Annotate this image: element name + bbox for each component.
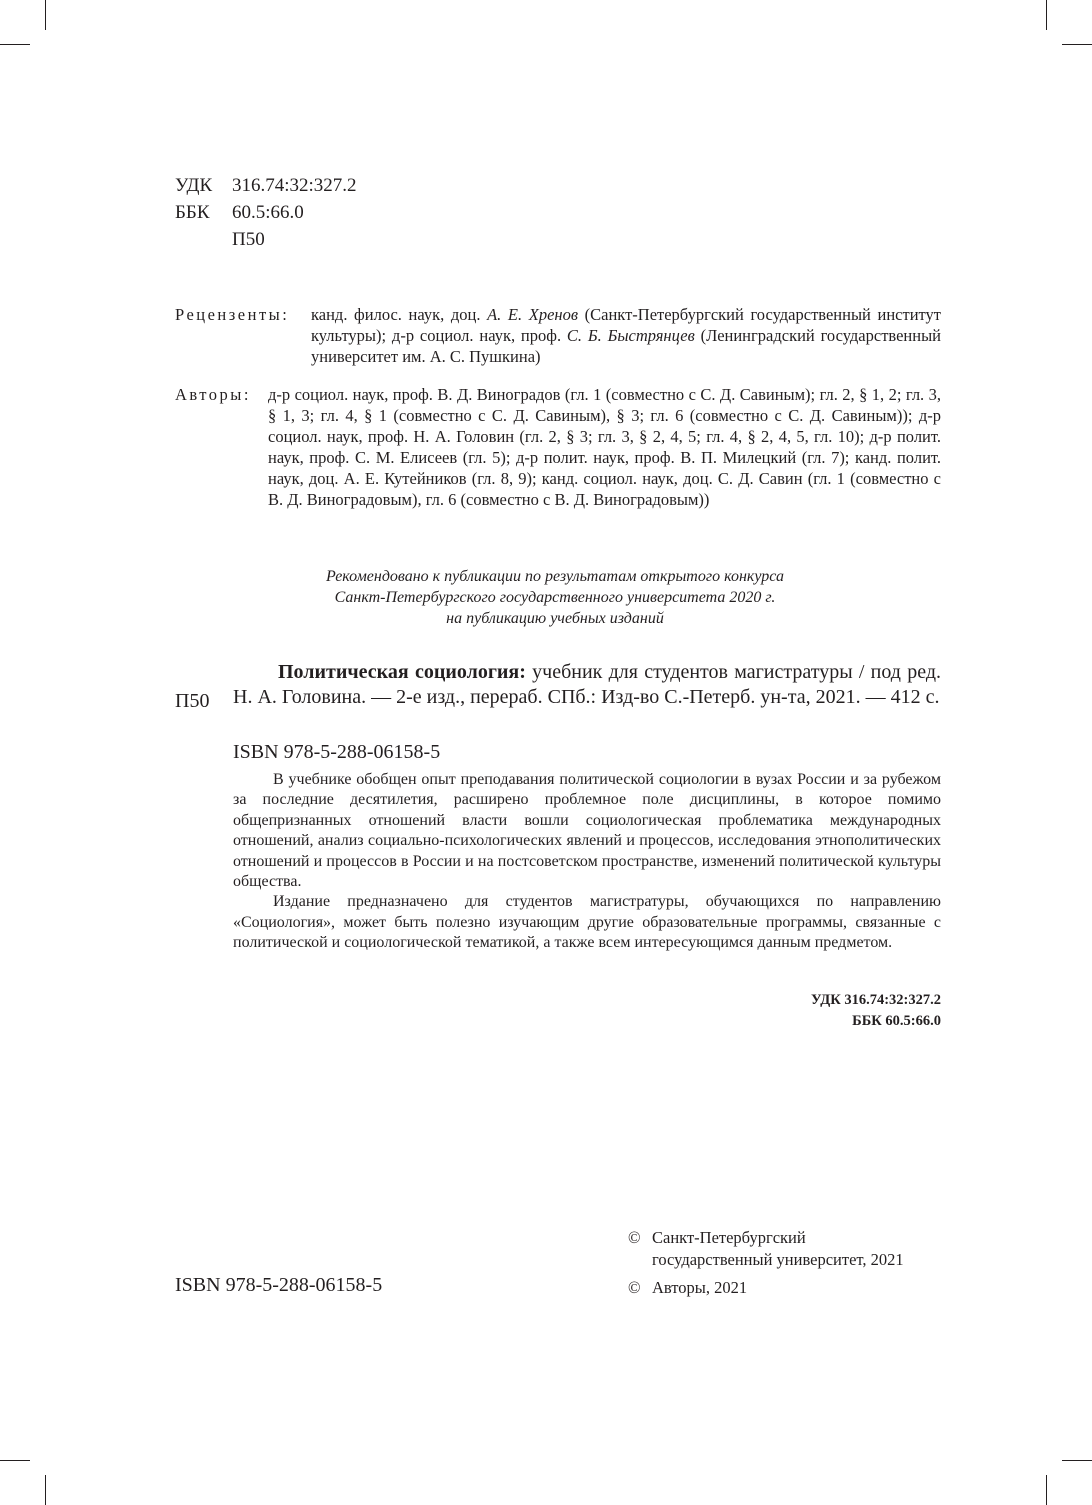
recommendation-line: Санкт-Петербургского государственного университета 2020 г. (334, 589, 776, 606)
authors-block (175, 384, 941, 510)
bibliography-mark: П50 (175, 690, 210, 712)
authors-label: Авторы: (175, 385, 251, 404)
bottom-isbn: ISBN 978-5-288-06158-5 (175, 1274, 383, 1296)
authors-text: д-р социол. наук, проф. В. Д. Виноградов (гл. 1 (совместно с С. Д. Савиным); гл. 2, § 1, 2; гл. 3, § 1, 3; гл. 4, § 1 (совместно с С. Д. Савиным), § 3; гл. 6 (совместно с С. Д. Савиным)); д-р социол. наук, проф. Н. А. Головин (гл. 2, § 3; гл. 3, § 2, 4, 5; гл. 4, § 2, 4, 5, гл. 10); д-р полит. наук, проф. С. М. Елисеев (гл. 5); д-р полит. наук, проф. В. П. Милецкий (гл. 7); канд. полит. наук, доц. А. Е. Кутейников (гл. 8, 9); канд. социол. наук, доц. С. Д. Савин (гл. 1 (совместно с В. Д. Виноградовым), гл. 6 (совместно с В. Д. Виноградовым)) (268, 385, 941, 509)
copyright-symbol: © (628, 1228, 641, 1247)
footer-codes (811, 990, 941, 1032)
crop-mark (1046, 1475, 1047, 1505)
reviewers-block (175, 304, 941, 367)
classification-block (175, 172, 357, 253)
reviewer-name: С. Б. Быстрянцев (566, 326, 695, 345)
book-title: Политическая социология: (278, 661, 526, 683)
crop-mark (1062, 1460, 1092, 1461)
copyright-holder: государственный университет, 2021 (652, 1250, 904, 1269)
reviewers-text-part: (Ленинградский государственный университет им. А. С. Пушкина) (311, 326, 942, 366)
crop-mark (0, 1460, 30, 1461)
annotation-paragraph: Издание предназначено для студентов магистратуры, обучающихся по направлению «Социология», может быть полезно изучающим другие образовательные программы, связанные с политической и социологической тематикой, а также всем интересующимся данным предметом. (233, 893, 941, 952)
bbk-code: 60.5:66.0 (232, 202, 304, 223)
crop-mark (0, 44, 30, 45)
copyright-block (628, 1227, 904, 1299)
udk-label: УДК (175, 175, 213, 196)
bbk-label: ББК (175, 202, 210, 223)
crop-mark (1062, 44, 1092, 45)
copyright-holder: Санкт-Петербургский (652, 1228, 806, 1247)
author-mark: П50 (232, 229, 265, 250)
crop-mark (1046, 0, 1047, 30)
reviewer-name: А. Е. Хренов (487, 305, 578, 324)
reviewers-text-part: канд. филос. наук, доц. (311, 305, 488, 324)
isbn-line: ISBN 978-5-288-06158-5 (233, 741, 441, 763)
copyright-authors: Авторы, 2021 (652, 1278, 748, 1297)
book-description: учебник для студентов магистратуры / под ред. Н. А. Головина. — 2-е изд., перераб. СПб.: Изд-во С.-Петерб. ун-та, 2021. — 412 с. (233, 661, 941, 708)
recommendation (290, 566, 820, 629)
annotation (233, 770, 941, 954)
copyright-symbol: © (628, 1278, 641, 1297)
crop-mark (45, 1475, 46, 1505)
reviewers-label: Рецензенты: (175, 305, 290, 324)
bibliographic-record (233, 660, 941, 710)
footer-udk: УДК 316.74:32:327.2 (811, 992, 941, 1008)
recommendation-line: на публикацию учебных изданий (446, 610, 664, 627)
footer-bbk: ББК 60.5:66.0 (852, 1013, 941, 1029)
crop-mark (45, 0, 46, 30)
annotation-paragraph: В учебнике обобщен опыт преподавания политической социологии в вузах России и за рубежом за последние десятилетия, расширено проблемное поле дисциплины, в которое помимо общепризнанных отношений власти вошли социологическая проблематика международных отношений, анализ социально-психологических явлений и процессов, исследования этнополитических отношений и процессов в России и на постсоветском пространстве, изменений политической культуры общества. (233, 771, 941, 891)
reviewers-text (311, 304, 941, 367)
udk-code: 316.74:32:327.2 (232, 175, 357, 196)
reviewers-text-part: (Санкт-Петербургский государственный институт культуры); д-р социол. наук, проф. (311, 305, 941, 345)
recommendation-line: Рекомендовано к публикации по результатам открытого конкурса (326, 568, 784, 585)
